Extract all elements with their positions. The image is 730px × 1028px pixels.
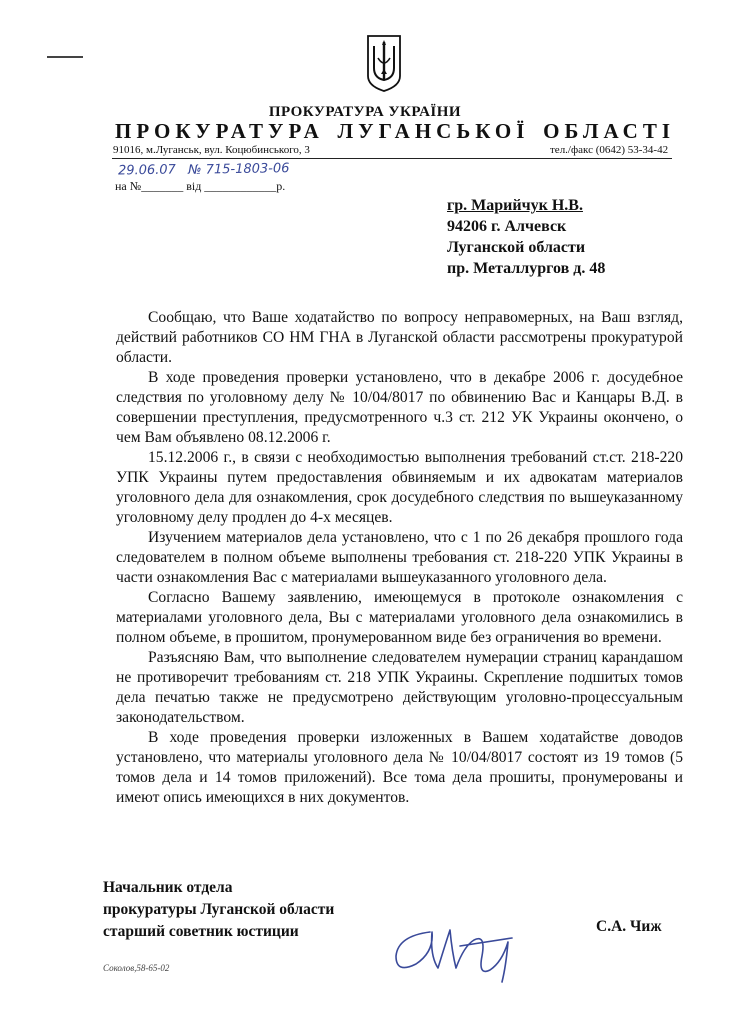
recipient-city: 94206 г. Алчевск: [447, 218, 567, 235]
margin-mark: [47, 56, 83, 58]
signatory-title-2: прокуратуры Луганской области: [103, 901, 335, 918]
paragraph-1: Сообщаю, что Ваше ходатайство по вопросу неправомерных, на Ваш взгляд, действий работников СО НМ ГНА в Луганской области рассмотрены прокуратурой области.: [116, 309, 683, 366]
handwritten-number: № 715-1803-06: [187, 161, 290, 178]
ministry-title: ПРОКУРАТУРА УКРАЇНИ: [268, 104, 462, 120]
office-title: ПРОКУРАТУРА ЛУГАНСЬКОЇ ОБЛАСТІ: [115, 119, 675, 143]
paragraph-5: Согласно Вашему заявлению, имеющемуся в протоколе ознакомления с материалами уголовного дела, Вы с материалами уголовного дела ознакомились в полном объеме, в прошитом, пронумерованном виде без ограничения во времени.: [116, 589, 683, 646]
paragraph-6: Разъясняю Вам, что выполнение следователем нумерации страниц карандашом не противоречит требованиям ст. 218 УПК Украины. Скрепление подшитых томов дела печатью также не предусмотрено действующим уголовно-процессуальным законодательством.: [116, 649, 683, 726]
signatory-title-1: Начальник отдела: [103, 879, 233, 896]
signatory-title-3: старший советник юстиции: [103, 923, 299, 940]
signatory-titles: [103, 877, 334, 943]
handwritten-date: 29.06.07: [117, 162, 177, 179]
paragraph-7: В ходе проведения проверки изложенных в Вашем ходатайстве доводов установлено, что материалы уголовного дела № 10/04/8017 состоят из 19 томов (5 томов дела и 14 томов приложений). Все тома дела прошиты, пронумерованы и имеют опись имеющихся в них документов.: [116, 729, 683, 806]
letter-body: [116, 308, 683, 808]
header-divider: [112, 158, 672, 159]
handwritten-signature-icon: [390, 912, 530, 986]
office-phone: тел./факс (0642) 53-34-42: [550, 144, 669, 156]
paragraph-4: Изучением материалов дела установлено, что с 1 по 26 декабря прошлого года следователем в полном объеме выполнены требования ст. 218-220 УПК Украины в части ознакомления Вас с материалами вышеуказанного уголовного дела.: [116, 529, 683, 586]
paragraph-3: 15.12.2006 г., в связи с необходимостью выполнения требований ст.ст. 218-220 УПК Украины путем предоставления обвиняемым и их адвокатам материалов уголовного дела для ознакомления, срок досудебного следствия по вышеуказанному уголовному делу продлен до 4-х месяцев.: [116, 449, 683, 526]
signatory-name: С.А. Чиж: [596, 918, 662, 935]
reference-line: на №_______ від ____________р.: [115, 179, 286, 193]
trident-emblem-icon: [366, 34, 402, 92]
recipient-region: Луганской области: [447, 239, 586, 256]
office-address: 91016, м.Луганськ, вул. Коцюбинського, 3: [113, 144, 310, 156]
recipient-name: гр. Марийчук Н.В.: [447, 197, 583, 214]
recipient-street: пр. Металлургов д. 48: [447, 260, 606, 277]
executor-note: Соколов,58-65-02: [103, 963, 170, 973]
paragraph-2: В ходе проведения проверки установлено, что в декабре 2006 г. досудебное следствия по уголовному делу № 10/04/8017 по обвинению Вас и Канцары В.Д. в совершении преступления, предусмотренного ч.3 ст. 212 УК Украины окончено, о чем Вам объявлено 08.12.2006 г.: [116, 369, 683, 446]
recipient-block: [447, 195, 605, 279]
